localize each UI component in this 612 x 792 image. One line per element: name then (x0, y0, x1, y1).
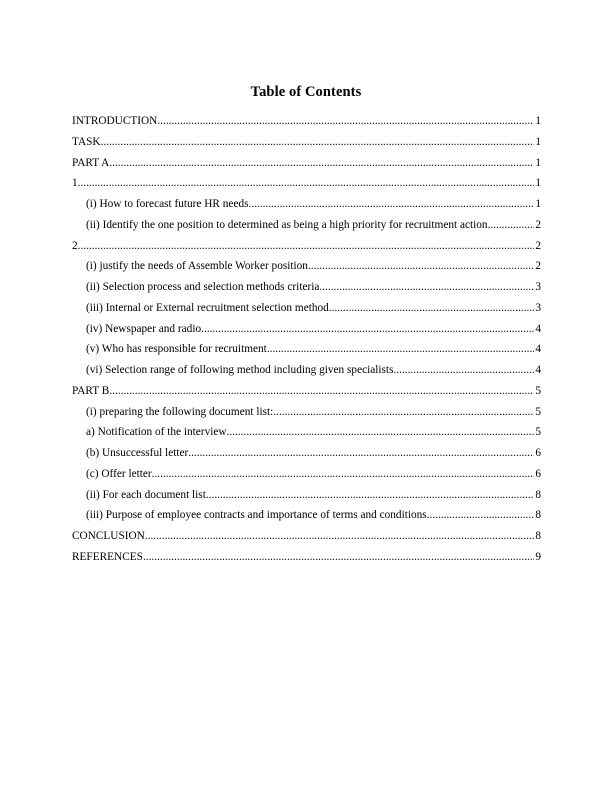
toc-entry-label: INTRODUCTION (72, 115, 158, 127)
toc-entry[interactable] (72, 551, 541, 572)
toc-entry[interactable] (72, 136, 541, 157)
dot-leader (488, 219, 535, 232)
dot-leader (101, 136, 535, 149)
toc-entry-page: 8 (535, 509, 541, 522)
toc-entry[interactable] (72, 177, 541, 198)
toc-entry[interactable] (72, 343, 541, 364)
toc-entry-label: (iii) Internal or External recruitment selection method (86, 301, 329, 314)
dot-leader (393, 364, 534, 377)
toc-entry-label: 1. (72, 177, 81, 190)
toc-entry-label: (ii) For each document list (86, 488, 206, 501)
dot-leader (227, 426, 535, 439)
toc-entry-label: (i) justify the needs of Assemble Worker position (86, 260, 308, 273)
toc-entry-page: 2 (535, 260, 541, 273)
toc-entry-page: 6 (535, 467, 541, 480)
dot-leader (267, 343, 535, 356)
toc-entry[interactable] (72, 364, 541, 385)
page-title: Table of Contents (250, 84, 362, 100)
toc-entry[interactable] (72, 509, 541, 530)
dot-leader (308, 260, 534, 273)
dot-leader (206, 489, 535, 502)
toc-entry-label: REFERENCES (72, 550, 143, 563)
dot-leader (251, 198, 534, 211)
dot-leader (201, 323, 534, 336)
dot-leader (273, 406, 534, 419)
dot-leader (78, 240, 535, 253)
toc-entry[interactable] (72, 426, 541, 447)
toc-entry[interactable] (72, 530, 541, 551)
toc-entry[interactable] (72, 468, 541, 489)
toc-entry-label: PART A (72, 156, 110, 169)
toc-entry-page: 8 (535, 488, 541, 501)
toc-entry-label: (vi) Selection range of following method including given specialists (86, 364, 394, 376)
toc-entry-label: (ii) Identify the one position to determined as being a high priority for recruitment action (86, 218, 488, 231)
dot-leader (80, 177, 534, 190)
dot-leader (157, 115, 534, 128)
toc-entry-page: 2 (535, 239, 541, 252)
toc-entry[interactable] (72, 385, 541, 406)
dot-leader (329, 302, 535, 315)
toc-entry[interactable] (72, 198, 541, 219)
toc-entry-page: 5 (535, 405, 541, 418)
toc-entry[interactable] (72, 157, 541, 178)
toc-entry[interactable] (72, 260, 541, 281)
toc-entry-page: 4 (535, 343, 541, 356)
dot-leader (143, 551, 534, 564)
toc-entry-label: (iii) Purpose of employee contracts and importance of terms and conditions (86, 509, 427, 522)
toc-list (72, 115, 541, 572)
toc-entry-page: 1 (535, 198, 541, 210)
toc-entry-page: 1 (535, 115, 541, 127)
toc-entry-label: (c) Offer letter (86, 467, 152, 480)
toc-entry[interactable] (72, 219, 541, 240)
dot-leader (145, 530, 535, 543)
toc-entry[interactable] (72, 115, 541, 136)
toc-entry-page: 5 (535, 426, 541, 439)
dot-leader (109, 385, 534, 398)
dot-leader (188, 447, 534, 460)
toc-entry-label: TASK (72, 135, 101, 148)
toc-entry[interactable] (72, 447, 541, 468)
toc-entry-page: 8 (535, 530, 541, 542)
toc-entry-page: 5 (535, 384, 541, 397)
toc-entry-label: (ii) Selection process and selection methods criteria (86, 281, 320, 293)
toc-entry-label: (b) Unsuccessful letter (86, 447, 189, 459)
toc-entry-page: 1 (535, 177, 541, 190)
toc-entry-page: 9 (535, 550, 541, 563)
toc-entry[interactable] (72, 302, 541, 323)
dot-leader (319, 281, 534, 294)
toc-entry-label: (iv) Newspaper and radio (86, 322, 202, 335)
toc-entry-label: a) Notification of the interview (86, 426, 227, 439)
toc-entry-label: CONCLUSION (72, 530, 145, 542)
toc-entry[interactable] (72, 489, 541, 510)
toc-entry-page: 2 (535, 218, 541, 231)
toc-entry[interactable] (72, 406, 541, 427)
toc-entry-label: (i) How to forecast future HR needs. (86, 198, 252, 210)
toc-entry-page: 3 (535, 281, 541, 293)
toc-entry-label: PART B (72, 384, 110, 397)
toc-entry-page: 6 (535, 447, 541, 459)
toc-entry-page: 1 (535, 156, 541, 169)
toc-entry-label: 2 (72, 239, 78, 252)
toc-entry-label: (v) Who has responsible for recruitment (86, 343, 267, 356)
dot-leader (427, 509, 535, 522)
toc-entry-page: 3 (535, 301, 541, 314)
dot-leader (152, 468, 535, 481)
toc-entry[interactable] (72, 281, 541, 302)
toc-entry-page: 1 (535, 135, 541, 148)
toc-entry-page: 4 (535, 364, 541, 376)
toc-entry-label: (i) preparing the following document list: (86, 405, 274, 418)
toc-entry-page: 4 (535, 322, 541, 335)
dot-leader (109, 157, 534, 170)
toc-entry[interactable] (72, 240, 541, 261)
toc-entry[interactable] (72, 323, 541, 344)
